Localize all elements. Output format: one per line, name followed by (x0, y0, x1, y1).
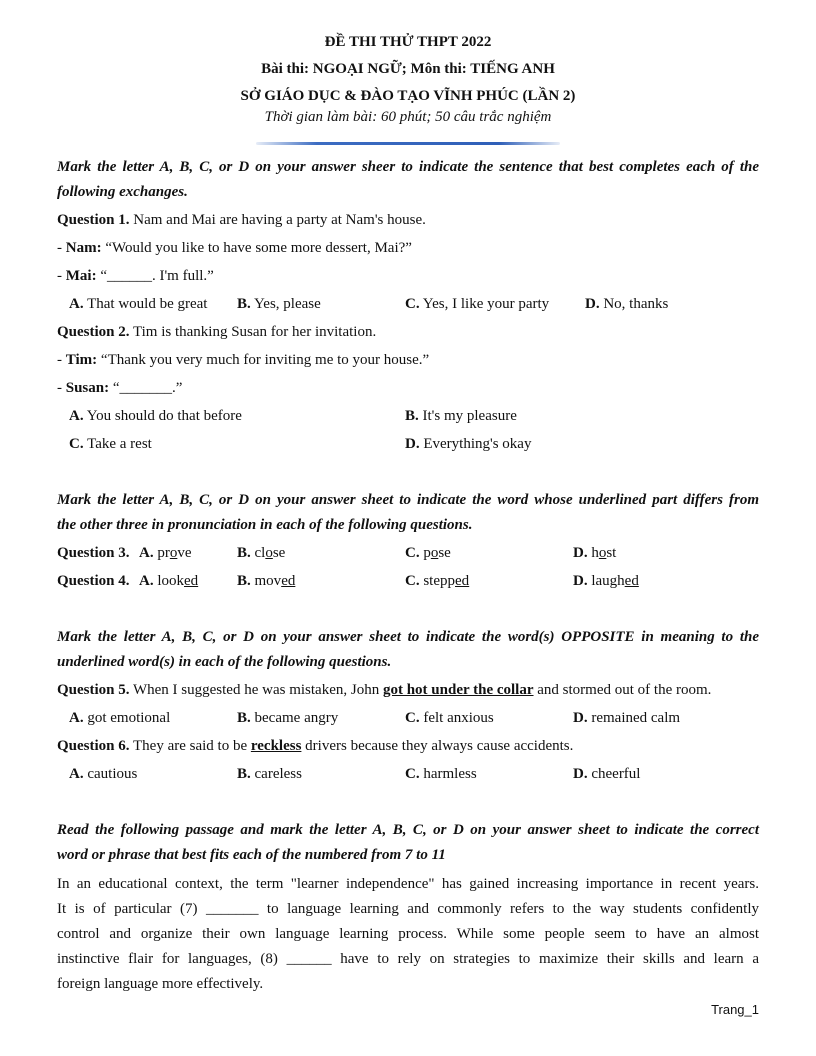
question-2: Question 2. Tim is thanking Susan for her invitation. (57, 324, 377, 340)
question-5-option-d[interactable]: D. remained calm (573, 710, 681, 726)
question-1-line-nam: - Nam: “Would you like to have some more dessert, Mai?” (57, 240, 412, 256)
question-2-line-tim: - Tim: “Thank you very much for inviting me to your house.” (57, 352, 430, 368)
question-5-option-a[interactable]: A. got emotional (69, 710, 171, 726)
question-2-option-c[interactable]: C. Take a rest (69, 436, 152, 452)
exam-subject: Bài thi: NGOẠI NGỮ; Môn thi: TIẾNG ANH (261, 61, 555, 77)
question-1-option-d[interactable]: D. No, thanks (585, 296, 669, 312)
exam-title: ĐỀ THI THỬ THPT 2022 (324, 34, 492, 50)
header-divider (256, 142, 560, 145)
question-3-option-d[interactable]: D. host (573, 545, 617, 561)
question-4-label: Question 4. (57, 573, 130, 589)
question-1: Question 1. Nam and Mai are having a party at Nam's house. (57, 212, 426, 228)
section-2-instruction: Mark the letter A, B, C, or D on your answer sheet to indicate the word whose underlined part differs from the other three in pronunciation in each of the following questions. (57, 492, 759, 533)
question-6-option-b[interactable]: B. careless (237, 766, 302, 782)
question-2-option-a[interactable]: A. You should do that before (69, 408, 242, 424)
section-1-instruction: Mark the letter A, B, C, or D on your answer sheer to indicate the sentence that best completes each of the following exchanges. (57, 159, 759, 200)
question-4-option-a[interactable]: A. looked (139, 573, 199, 589)
question-6: Question 6. They are said to be reckless drivers because they always cause accidents. (57, 738, 574, 754)
question-4-option-d[interactable]: D. laughed (573, 573, 639, 589)
exam-duration: Thời gian làm bài: 60 phút; 50 câu trắc nghiệm (264, 109, 552, 125)
question-2-option-b[interactable]: B. It's my pleasure (405, 408, 517, 424)
question-1-option-a[interactable]: A. That would be great (69, 296, 208, 312)
question-3-option-a[interactable]: A. prove (139, 545, 192, 561)
question-1-line-mai: - Mai: “______. I'm full.” (57, 268, 214, 284)
section-4-instruction: Read the following passage and mark the letter A, B, C, or D on your answer sheet to indicate the correct word or phrase that best fits each of the numbered from 7 to 11 (57, 822, 759, 863)
question-6-option-c[interactable]: C. harmless (405, 766, 477, 782)
question-5-option-c[interactable]: C. felt anxious (405, 710, 494, 726)
question-2-line-susan: - Susan: “_______.” (57, 380, 183, 396)
question-6-option-a[interactable]: A. cautious (69, 766, 138, 782)
page-number: Trang_1 (711, 1002, 759, 1017)
question-3-label: Question 3. (57, 545, 130, 561)
question-5: Question 5. When I suggested he was mistaken, John got hot under the collar and stormed out of the room. (57, 682, 712, 698)
question-1-option-b[interactable]: B. Yes, please (237, 296, 321, 312)
question-2-option-d[interactable]: D. Everything's okay (405, 436, 532, 452)
section-3-instruction: Mark the letter A, B, C, or D on your answer sheet to indicate the word(s) OPPOSITE in meaning to the underlined word(s) in each of the following questions. (57, 629, 759, 670)
question-6-option-d[interactable]: D. cheerful (573, 766, 641, 782)
question-3-option-b[interactable]: B. close (237, 545, 286, 561)
question-3-option-c[interactable]: C. pose (405, 545, 451, 561)
question-4-option-b[interactable]: B. moved (237, 573, 296, 589)
question-4-option-c[interactable]: C. stepped (405, 573, 470, 589)
exam-department: SỞ GIÁO DỤC & ĐÀO TẠO VĨNH PHÚC (LẦN 2) (240, 88, 576, 104)
question-5-option-b[interactable]: B. became angry (237, 710, 339, 726)
question-1-option-c[interactable]: C. Yes, I like your party (405, 296, 550, 312)
reading-passage: In an educational context, the term "learner independence" has gained increasing importance in recent years. It is of particular (7) _______ to language learning and commonly refers to the way students confidently control and organize their own language learning process. While some people seem to have an almost instinctive flair for languages, (8) ______ have to rely on strategies to maximize their skills and learn a foreign language more effectively. (57, 876, 759, 992)
